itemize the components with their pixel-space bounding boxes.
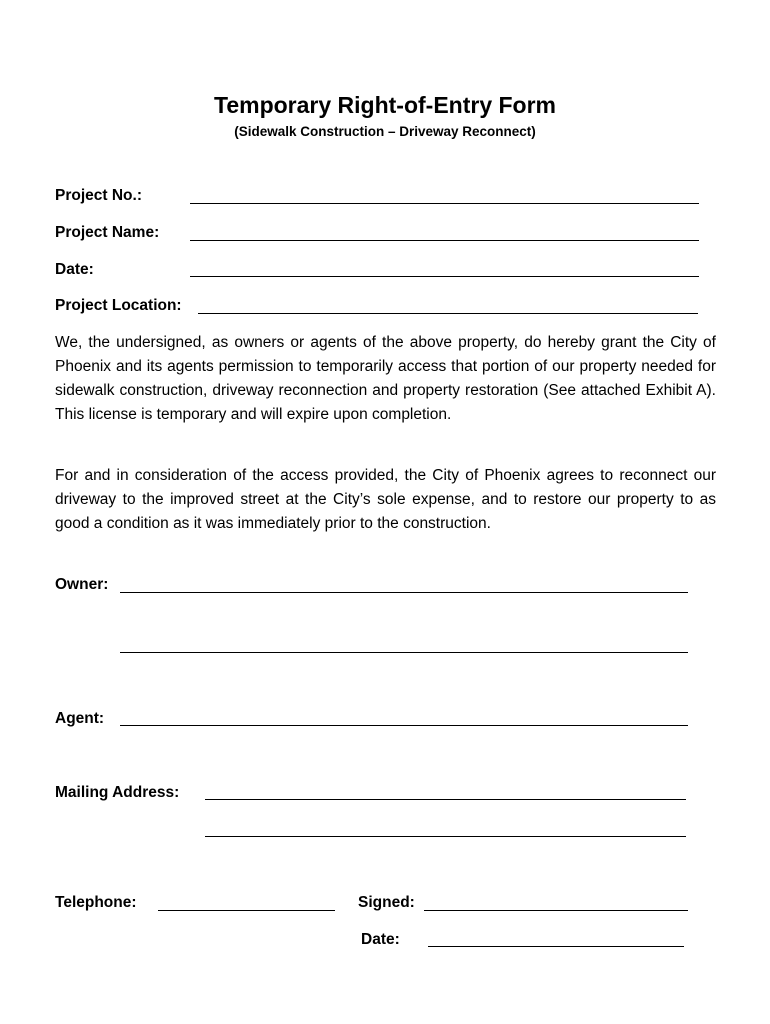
date-label: Date:: [55, 261, 94, 278]
agent-label: Agent:: [55, 710, 105, 727]
project-no-label: Project No.:: [55, 187, 142, 204]
mailing-address-field-second-line[interactable]: [205, 836, 686, 837]
owner-field-second-line[interactable]: [120, 652, 688, 653]
form-subtitle: (Sidewalk Construction – Driveway Reconnect): [234, 124, 536, 139]
owner-field[interactable]: [120, 592, 688, 593]
agent-field[interactable]: [120, 725, 688, 726]
form-title: Temporary Right-of-Entry Form: [213, 92, 557, 118]
signed-label: Signed:: [358, 894, 415, 911]
consideration-paragraph: For and in consideration of the access provided, the City of Phoenix agrees to reconnect our driveway to the improved street at the City’s sole expense, and to restore our property to as good a condition as it was immediately prior to the construction.: [55, 467, 716, 532]
signature-date-label: Date:: [361, 931, 400, 948]
telephone-label: Telephone:: [55, 894, 137, 911]
mailing-address-label: Mailing Address:: [55, 784, 180, 801]
project-name-label: Project Name:: [55, 224, 160, 241]
grant-paragraph: We, the undersigned, as owners or agents of the above property, do hereby grant the City of Phoenix and its agents permission to temporarily access that portion of our property needed for sidewalk construction, driveway reconnection and property restoration (See attached Exhibit A). This license is temporary and will expire upon completion.: [55, 334, 716, 423]
telephone-field[interactable]: [158, 910, 335, 911]
signature-date-field[interactable]: [428, 946, 684, 947]
signature-field[interactable]: [424, 910, 688, 911]
mailing-address-field[interactable]: [205, 799, 686, 800]
project-no-field[interactable]: [190, 203, 699, 204]
owner-label: Owner:: [55, 576, 109, 593]
project-location-label: Project Location:: [55, 297, 182, 314]
project-location-field[interactable]: [198, 313, 698, 314]
project-name-field[interactable]: [190, 240, 699, 241]
date-field[interactable]: [190, 276, 699, 277]
